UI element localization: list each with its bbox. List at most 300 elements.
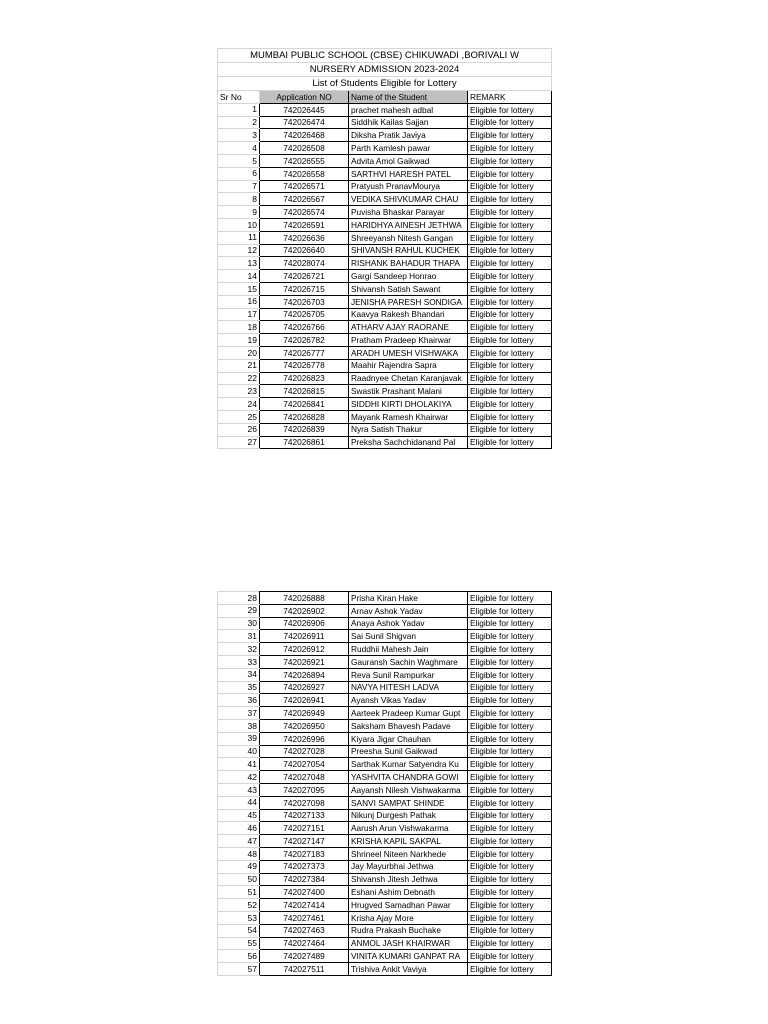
table-row xyxy=(218,385,552,398)
application-no-cell: 742026777 xyxy=(260,346,349,359)
student-name-cell: SHIVANSH RAHUL KUCHEK xyxy=(349,244,468,257)
application-no-cell: 742026888 xyxy=(260,592,349,605)
application-no-cell: 742026839 xyxy=(260,423,349,436)
application-no-cell: 742027147 xyxy=(260,835,349,848)
remark-cell: Eligible for lottery xyxy=(468,809,552,822)
column-header-remark: REMARK xyxy=(468,91,552,104)
remark-cell: Eligible for lottery xyxy=(468,592,552,605)
sr-no-cell: 35 xyxy=(218,681,260,694)
application-no-cell: 742027054 xyxy=(260,758,349,771)
table-row xyxy=(218,809,552,822)
table-row xyxy=(218,950,552,963)
column-header-application-no: Application NO xyxy=(260,91,349,104)
sr-no-cell: 21 xyxy=(218,359,260,372)
student-name-cell: Hrugved Samadhan Pawar xyxy=(349,899,468,912)
sr-no-cell: 55 xyxy=(218,937,260,950)
application-no-cell: 742026996 xyxy=(260,732,349,745)
sr-no-cell: 12 xyxy=(218,244,260,257)
sr-no-cell: 27 xyxy=(218,436,260,449)
application-no-cell: 742026782 xyxy=(260,334,349,347)
sr-no-cell: 50 xyxy=(218,873,260,886)
application-no-cell: 742026902 xyxy=(260,604,349,617)
student-name-cell: Shivansh Jitesh Jethwa xyxy=(349,873,468,886)
school-title: MUMBAI PUBLIC SCHOOL (CBSE) CHIKUWADI ,BORIVALI W xyxy=(218,49,552,63)
column-header-student-name: Name of the Student xyxy=(349,91,468,104)
table-row xyxy=(218,282,552,295)
table-row xyxy=(218,707,552,720)
remark-cell: Eligible for lottery xyxy=(468,167,552,180)
sr-no-cell: 38 xyxy=(218,719,260,732)
remark-cell: Eligible for lottery xyxy=(468,218,552,231)
student-name-cell: Shivansh Satish Sawant xyxy=(349,282,468,295)
application-no-cell: 742026815 xyxy=(260,385,349,398)
application-no-cell: 742026474 xyxy=(260,116,349,129)
application-no-cell: 742027464 xyxy=(260,937,349,950)
table-row xyxy=(218,321,552,334)
application-no-cell: 742027414 xyxy=(260,899,349,912)
sr-no-cell: 23 xyxy=(218,385,260,398)
sr-no-cell: 11 xyxy=(218,231,260,244)
application-no-cell: 742026941 xyxy=(260,694,349,707)
student-name-cell: NAVYA HITESH LADVA xyxy=(349,681,468,694)
application-no-cell: 742027098 xyxy=(260,796,349,809)
remark-cell: Eligible for lottery xyxy=(468,282,552,295)
remark-cell: Eligible for lottery xyxy=(468,643,552,656)
sr-no-cell: 29 xyxy=(218,604,260,617)
sr-no-cell: 19 xyxy=(218,334,260,347)
application-no-cell: 742026558 xyxy=(260,167,349,180)
student-name-cell: Nyra Satish Thakur xyxy=(349,423,468,436)
table1-body xyxy=(218,49,552,449)
remark-cell: Eligible for lottery xyxy=(468,745,552,758)
sr-no-cell: 36 xyxy=(218,694,260,707)
application-no-cell: 742026949 xyxy=(260,707,349,720)
table-row xyxy=(218,886,552,899)
remark-cell: Eligible for lottery xyxy=(468,270,552,283)
table-row xyxy=(218,270,552,283)
remark-cell: Eligible for lottery xyxy=(468,180,552,193)
sr-no-cell: 45 xyxy=(218,809,260,822)
application-no-cell: 742027463 xyxy=(260,924,349,937)
sr-no-cell: 33 xyxy=(218,655,260,668)
remark-cell: Eligible for lottery xyxy=(468,398,552,411)
application-no-cell: 742026571 xyxy=(260,180,349,193)
remark-cell: Eligible for lottery xyxy=(468,911,552,924)
table-row xyxy=(218,423,552,436)
table-row xyxy=(218,142,552,155)
student-name-cell: Krisha Ajay More xyxy=(349,911,468,924)
student-name-cell: Shreeyansh Nitesh Gangan xyxy=(349,231,468,244)
student-name-cell: Arnav Ashok Yadav xyxy=(349,604,468,617)
sr-no-cell: 18 xyxy=(218,321,260,334)
student-name-cell: Pratyush PranavMourya xyxy=(349,180,468,193)
student-name-cell: SARTHVI HARESH PATEL xyxy=(349,167,468,180)
eligible-students-table-page-2 xyxy=(217,591,552,976)
student-name-cell: Sai Sunil Shigvan xyxy=(349,630,468,643)
application-no-cell: 742026574 xyxy=(260,206,349,219)
student-name-cell: VINITA KUMARI GANPAT RA xyxy=(349,950,468,963)
sr-no-cell: 2 xyxy=(218,116,260,129)
application-no-cell: 742027373 xyxy=(260,860,349,873)
list-title: List of Students Eligible for Lottery xyxy=(218,77,552,91)
table-row xyxy=(218,359,552,372)
remark-cell: Eligible for lottery xyxy=(468,655,552,668)
remark-cell: Eligible for lottery xyxy=(468,372,552,385)
remark-cell: Eligible for lottery xyxy=(468,410,552,423)
sr-no-cell: 56 xyxy=(218,950,260,963)
table-row xyxy=(218,847,552,860)
table-row xyxy=(218,937,552,950)
student-name-cell: Diksha Pratik Javiya xyxy=(349,129,468,142)
sr-no-cell: 5 xyxy=(218,154,260,167)
table-row xyxy=(218,398,552,411)
sr-no-cell: 10 xyxy=(218,218,260,231)
application-no-cell: 742026823 xyxy=(260,372,349,385)
remark-cell: Eligible for lottery xyxy=(468,231,552,244)
student-name-cell: prachet mahesh adbal xyxy=(349,103,468,116)
table-row xyxy=(218,835,552,848)
sr-no-cell: 15 xyxy=(218,282,260,295)
table-row xyxy=(218,771,552,784)
remark-cell: Eligible for lottery xyxy=(468,244,552,257)
table-row xyxy=(218,719,552,732)
application-no-cell: 742027183 xyxy=(260,847,349,860)
remark-cell: Eligible for lottery xyxy=(468,681,552,694)
sr-no-cell: 32 xyxy=(218,643,260,656)
table-row xyxy=(218,244,552,257)
remark-cell: Eligible for lottery xyxy=(468,694,552,707)
table-row xyxy=(218,694,552,707)
table-row xyxy=(218,630,552,643)
student-name-cell: Aarteek Pradeep Kumar Gupt xyxy=(349,707,468,720)
remark-cell: Eligible for lottery xyxy=(468,630,552,643)
application-no-cell: 742027384 xyxy=(260,873,349,886)
student-name-cell: Kiyara Jigar Chauhan xyxy=(349,732,468,745)
sr-no-cell: 22 xyxy=(218,372,260,385)
application-no-cell: 742028074 xyxy=(260,257,349,270)
table-row xyxy=(218,911,552,924)
table-row xyxy=(218,822,552,835)
application-no-cell: 742026555 xyxy=(260,154,349,167)
sr-no-cell: 44 xyxy=(218,796,260,809)
remark-cell: Eligible for lottery xyxy=(468,822,552,835)
sr-no-cell: 49 xyxy=(218,860,260,873)
sr-no-cell: 20 xyxy=(218,346,260,359)
student-name-cell: ARADH UMESH VISHWAKA xyxy=(349,346,468,359)
student-name-cell: HARIDHYA AINESH JETHWA xyxy=(349,218,468,231)
sr-no-cell: 42 xyxy=(218,771,260,784)
student-name-cell: Saksham Bhavesh Padave xyxy=(349,719,468,732)
table-row xyxy=(218,604,552,617)
sr-no-cell: 37 xyxy=(218,707,260,720)
sr-no-cell: 8 xyxy=(218,193,260,206)
student-name-cell: Swastik Prashant Malani xyxy=(349,385,468,398)
table-row xyxy=(218,334,552,347)
remark-cell: Eligible for lottery xyxy=(468,899,552,912)
table-row xyxy=(218,860,552,873)
table-row xyxy=(218,257,552,270)
sr-no-cell: 57 xyxy=(218,963,260,976)
table-row xyxy=(218,592,552,605)
table-row xyxy=(218,308,552,321)
sr-no-cell: 9 xyxy=(218,206,260,219)
student-name-cell: Shrineel Niteen Narkhede xyxy=(349,847,468,860)
application-no-cell: 742026861 xyxy=(260,436,349,449)
student-name-cell: Gauransh Sachin Waghmare xyxy=(349,655,468,668)
application-no-cell: 742026828 xyxy=(260,410,349,423)
table-row xyxy=(218,963,552,976)
application-no-cell: 742026911 xyxy=(260,630,349,643)
remark-cell: Eligible for lottery xyxy=(468,423,552,436)
student-name-cell: Rudra Prakash Buchake xyxy=(349,924,468,937)
student-name-cell: Raadnyee Chetan Karanjavak xyxy=(349,372,468,385)
table-row xyxy=(218,231,552,244)
student-name-cell: Mayank Ramesh Khairwar xyxy=(349,410,468,423)
table-row xyxy=(218,758,552,771)
application-no-cell: 742027489 xyxy=(260,950,349,963)
remark-cell: Eligible for lottery xyxy=(468,937,552,950)
sr-no-cell: 6 xyxy=(218,167,260,180)
student-name-cell: Siddhik Kailas Sajjan xyxy=(349,116,468,129)
sr-no-cell: 26 xyxy=(218,423,260,436)
student-name-cell: ANMOL JASH KHAIRWAR xyxy=(349,937,468,950)
table-row xyxy=(218,668,552,681)
student-name-cell: Kaavya Rakesh Bhandari xyxy=(349,308,468,321)
table-row xyxy=(218,899,552,912)
student-name-cell: Jay Mayurbhai Jethwa xyxy=(349,860,468,873)
sr-no-cell: 48 xyxy=(218,847,260,860)
student-name-cell: Puvisha Bhaskar Parayar xyxy=(349,206,468,219)
remark-cell: Eligible for lottery xyxy=(468,346,552,359)
table-row xyxy=(218,655,552,668)
application-no-cell: 742026906 xyxy=(260,617,349,630)
student-name-cell: Advita Amol Gaikwad xyxy=(349,154,468,167)
remark-cell: Eligible for lottery xyxy=(468,963,552,976)
application-no-cell: 742026567 xyxy=(260,193,349,206)
remark-cell: Eligible for lottery xyxy=(468,295,552,308)
column-header-row xyxy=(218,91,552,104)
student-name-cell: Pratham Pradeep Khairwar xyxy=(349,334,468,347)
sr-no-cell: 28 xyxy=(218,592,260,605)
sr-no-cell: 51 xyxy=(218,886,260,899)
column-header-sr-no: Sr No xyxy=(218,91,260,104)
sr-no-cell: 43 xyxy=(218,783,260,796)
sr-no-cell: 47 xyxy=(218,835,260,848)
student-name-cell: Ruddhii Mahesh Jain xyxy=(349,643,468,656)
table-row xyxy=(218,116,552,129)
remark-cell: Eligible for lottery xyxy=(468,103,552,116)
student-name-cell: Parth Kamlesh pawar xyxy=(349,142,468,155)
remark-cell: Eligible for lottery xyxy=(468,604,552,617)
application-no-cell: 742027151 xyxy=(260,822,349,835)
student-name-cell: SIDDHI KIRTI DHOLAKIYA xyxy=(349,398,468,411)
application-no-cell: 742027028 xyxy=(260,745,349,758)
student-name-cell: Aarush Arun Vishwakarma xyxy=(349,822,468,835)
application-no-cell: 742026640 xyxy=(260,244,349,257)
remark-cell: Eligible for lottery xyxy=(468,924,552,937)
sr-no-cell: 1 xyxy=(218,103,260,116)
remark-cell: Eligible for lottery xyxy=(468,719,552,732)
sr-no-cell: 40 xyxy=(218,745,260,758)
remark-cell: Eligible for lottery xyxy=(468,668,552,681)
table-row xyxy=(218,129,552,142)
remark-cell: Eligible for lottery xyxy=(468,758,552,771)
application-no-cell: 742026703 xyxy=(260,295,349,308)
table-row xyxy=(218,436,552,449)
sr-no-cell: 52 xyxy=(218,899,260,912)
application-no-cell: 742026636 xyxy=(260,231,349,244)
application-no-cell: 742026468 xyxy=(260,129,349,142)
table-row xyxy=(218,167,552,180)
application-no-cell: 742026894 xyxy=(260,668,349,681)
student-name-cell: SANVI SAMPAT SHINDE xyxy=(349,796,468,809)
sr-no-cell: 3 xyxy=(218,129,260,142)
student-name-cell: VEDIKA SHIVKUMAR CHAU xyxy=(349,193,468,206)
admission-title: NURSERY ADMISSION 2023-2024 xyxy=(218,63,552,77)
application-no-cell: 742026508 xyxy=(260,142,349,155)
application-no-cell: 742026950 xyxy=(260,719,349,732)
remark-cell: Eligible for lottery xyxy=(468,116,552,129)
eligible-students-table-page-1 xyxy=(217,48,552,449)
student-name-cell: YASHVITA CHANDRA GOWI xyxy=(349,771,468,784)
sr-no-cell: 16 xyxy=(218,295,260,308)
student-name-cell: Preesha Sunil Gaikwad xyxy=(349,745,468,758)
remark-cell: Eligible for lottery xyxy=(468,436,552,449)
table-row xyxy=(218,796,552,809)
application-no-cell: 742026921 xyxy=(260,655,349,668)
table-row xyxy=(218,295,552,308)
sr-no-cell: 17 xyxy=(218,308,260,321)
remark-cell: Eligible for lottery xyxy=(468,321,552,334)
student-name-cell: Anaya Ashok Yadav xyxy=(349,617,468,630)
student-name-cell: Reva Sunil Rampurkar xyxy=(349,668,468,681)
remark-cell: Eligible for lottery xyxy=(468,950,552,963)
table-row xyxy=(218,745,552,758)
table-row xyxy=(218,643,552,656)
application-no-cell: 742027400 xyxy=(260,886,349,899)
student-name-cell: Prisha Kiran Hake xyxy=(349,592,468,605)
application-no-cell: 742026778 xyxy=(260,359,349,372)
application-no-cell: 742027095 xyxy=(260,783,349,796)
application-no-cell: 742026721 xyxy=(260,270,349,283)
sr-no-cell: 41 xyxy=(218,758,260,771)
sr-no-cell: 46 xyxy=(218,822,260,835)
remark-cell: Eligible for lottery xyxy=(468,206,552,219)
application-no-cell: 742027048 xyxy=(260,771,349,784)
remark-cell: Eligible for lottery xyxy=(468,835,552,848)
sr-no-cell: 53 xyxy=(218,911,260,924)
remark-cell: Eligible for lottery xyxy=(468,796,552,809)
table-row xyxy=(218,873,552,886)
student-name-cell: JENISHA PARESH SONDIGA xyxy=(349,295,468,308)
application-no-cell: 742026766 xyxy=(260,321,349,334)
student-name-cell: Sarthak Kumar Satyendra Ku xyxy=(349,758,468,771)
sr-no-cell: 24 xyxy=(218,398,260,411)
remark-cell: Eligible for lottery xyxy=(468,308,552,321)
remark-cell: Eligible for lottery xyxy=(468,617,552,630)
student-name-cell: Maahir Rajendra Sapra xyxy=(349,359,468,372)
application-no-cell: 742026912 xyxy=(260,643,349,656)
remark-cell: Eligible for lottery xyxy=(468,771,552,784)
sr-no-cell: 14 xyxy=(218,270,260,283)
sr-no-cell: 30 xyxy=(218,617,260,630)
remark-cell: Eligible for lottery xyxy=(468,129,552,142)
table-row xyxy=(218,681,552,694)
application-no-cell: 742026715 xyxy=(260,282,349,295)
table-row xyxy=(218,783,552,796)
student-name-cell: Trishiva Ankit Vaviya xyxy=(349,963,468,976)
application-no-cell: 742027511 xyxy=(260,963,349,976)
student-name-cell: RISHANK BAHADUR THAPA xyxy=(349,257,468,270)
remark-cell: Eligible for lottery xyxy=(468,334,552,347)
table-row xyxy=(218,410,552,423)
remark-cell: Eligible for lottery xyxy=(468,385,552,398)
table2-body xyxy=(218,592,552,976)
table-row xyxy=(218,732,552,745)
remark-cell: Eligible for lottery xyxy=(468,154,552,167)
student-name-cell: Ayansh Vikas Yadav xyxy=(349,694,468,707)
table-row xyxy=(218,180,552,193)
application-no-cell: 742026445 xyxy=(260,103,349,116)
remark-cell: Eligible for lottery xyxy=(468,359,552,372)
table-row xyxy=(218,924,552,937)
student-name-cell: KRISHA KAPIL SAKPAL xyxy=(349,835,468,848)
remark-cell: Eligible for lottery xyxy=(468,732,552,745)
remark-cell: Eligible for lottery xyxy=(468,193,552,206)
remark-cell: Eligible for lottery xyxy=(468,783,552,796)
remark-cell: Eligible for lottery xyxy=(468,860,552,873)
admission-title-row xyxy=(218,63,552,77)
student-name-cell: ATHARV AJAY RAORANE xyxy=(349,321,468,334)
list-title-row xyxy=(218,77,552,91)
remark-cell: Eligible for lottery xyxy=(468,707,552,720)
table-row xyxy=(218,193,552,206)
application-no-cell: 742026591 xyxy=(260,218,349,231)
sr-no-cell: 54 xyxy=(218,924,260,937)
remark-cell: Eligible for lottery xyxy=(468,873,552,886)
student-name-cell: Gargi Sandeep Honrao xyxy=(349,270,468,283)
table-row xyxy=(218,372,552,385)
student-name-cell: Nikunj Durgesh Pathak xyxy=(349,809,468,822)
sr-no-cell: 31 xyxy=(218,630,260,643)
remark-cell: Eligible for lottery xyxy=(468,257,552,270)
student-name-cell: Aayansh Nilesh Vishwakarma xyxy=(349,783,468,796)
remark-cell: Eligible for lottery xyxy=(468,847,552,860)
sr-no-cell: 34 xyxy=(218,668,260,681)
table-row xyxy=(218,218,552,231)
remark-cell: Eligible for lottery xyxy=(468,142,552,155)
table-row xyxy=(218,103,552,116)
sr-no-cell: 25 xyxy=(218,410,260,423)
sr-no-cell: 4 xyxy=(218,142,260,155)
remark-cell: Eligible for lottery xyxy=(468,886,552,899)
table-row xyxy=(218,346,552,359)
table-row xyxy=(218,617,552,630)
application-no-cell: 742026927 xyxy=(260,681,349,694)
student-name-cell: Eshani Ashim Debnath xyxy=(349,886,468,899)
table-row xyxy=(218,206,552,219)
table-row xyxy=(218,154,552,167)
student-name-cell: Preksha Sachchidanand Pal xyxy=(349,436,468,449)
sr-no-cell: 13 xyxy=(218,257,260,270)
sr-no-cell: 39 xyxy=(218,732,260,745)
sr-no-cell: 7 xyxy=(218,180,260,193)
application-no-cell: 742027461 xyxy=(260,911,349,924)
application-no-cell: 742026841 xyxy=(260,398,349,411)
application-no-cell: 742026705 xyxy=(260,308,349,321)
school-title-row xyxy=(218,49,552,63)
application-no-cell: 742027133 xyxy=(260,809,349,822)
